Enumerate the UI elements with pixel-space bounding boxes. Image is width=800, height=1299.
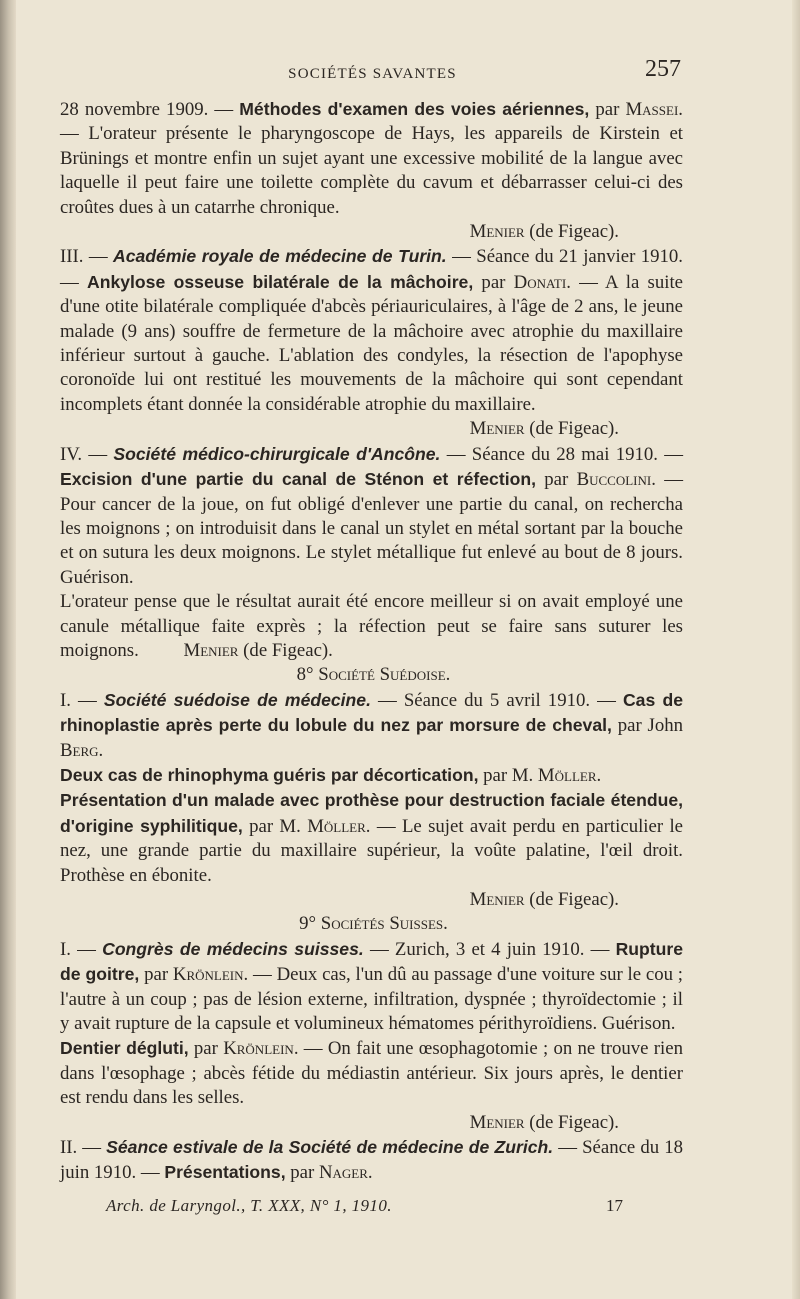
abstract-title: Dentier dégluti, [60, 1038, 189, 1059]
abstract-by: par [139, 964, 173, 986]
abstract-title: Deux cas de rhinophyma guéris par décortication, [60, 764, 479, 785]
signature-place: (de Figeac). [524, 418, 619, 440]
abstract-text: . — Le sujet avait perdu en particulier le nez, une grande partie du maxillaire supérieur, la voûte palatine, l'œil droit. Prothèse en ébonite. [60, 815, 684, 886]
signature-name: Menier [469, 221, 525, 243]
section-heading-8 [60, 663, 683, 687]
section-number: I. — [60, 938, 103, 960]
abstract-moller-1 [60, 763, 683, 788]
running-title: SOCIÉTÉS SAVANTES [288, 66, 457, 82]
abstract-text: . — L'orateur présente le pharyngoscope de Hays, les appareils de Kirstein et Brünings et montre enfin un sujet ayant une excessive mobilité de la langue avec laquelle il peut faire une toilette complète du cavum et débarrasser celui-ci des croûtes dues à un catarrhe chronique. [60, 99, 683, 218]
abstract-nager [60, 1135, 683, 1186]
abstract-berg [60, 688, 683, 763]
section-number: I. — [60, 689, 104, 711]
section-number: III. — [60, 246, 114, 268]
abstract-end: . [367, 1162, 373, 1184]
signature [60, 1111, 683, 1135]
abstract-by: par [473, 271, 514, 293]
abstract-masseii [60, 97, 683, 220]
abstract-author: Nager [318, 1162, 368, 1184]
abstract-author: Buccolini [576, 469, 652, 491]
abstract-buccolini [60, 442, 683, 590]
abstract-title: Rupture de goitre, [60, 938, 684, 985]
abstract-author: Massei [625, 99, 679, 120]
abstract-donati [60, 244, 683, 417]
abstract-date: 28 novembre 1909. — [60, 99, 240, 120]
abstract-end: . [596, 764, 602, 786]
abstract-text: . — On fait une œsophagotomie ; on ne trouve rien dans l'œsophage ; abcès fétide du médiastin antérieur. Six jours après, le dentier est rendu dans les selles. [60, 1038, 683, 1109]
section-heading-9 [60, 912, 683, 936]
heading-label: Société Suédoise. [318, 664, 451, 686]
abstract-by: par [285, 1162, 319, 1184]
page-body [60, 97, 683, 1186]
signature-place: (de Figeac). [238, 639, 333, 661]
section-number: II. — [60, 1137, 107, 1159]
abstract-end: . [98, 739, 104, 761]
abstract-author: Möller [537, 764, 597, 786]
abstract-author: Krönlein [223, 1038, 294, 1060]
heading-number: 9° [299, 913, 321, 935]
society-name: Société médico-chirurgicale d'Ancône. [113, 443, 441, 464]
abstract-title: Présentations, [164, 1162, 286, 1183]
abstract-comment [60, 590, 683, 663]
abstract-date: — Séance du 28 mai 1910. — [440, 443, 684, 465]
abstract-title: Cas de rhinoplastie après perte du lobule du nez par morsure de cheval, [60, 689, 683, 736]
abstract-author: Donati [513, 271, 567, 293]
abstract-title: Ankylose osseuse bilatérale de la mâchoire, [87, 271, 474, 292]
abstract-author: Möller [307, 815, 366, 837]
signature-place: (de Figeac). [524, 889, 619, 910]
abstract-kronlein-2 [60, 1036, 683, 1110]
abstract-text: . — A la suite d'une otite bilatérale compliquée d'abcès périauriculaires, à l'âge de 2 ans, le jeune malade (9 ans) souffre de fermeture de la mâchoire avec atrophie du maxillaire inférieur surtout à gauche. L'ablation des condyles, la résection de l'apophyse coronoïde lui ont restitué les mouvements de la mâchoire qui sont cependant incomplets étant donnée la considérable atrophie du maxillaire. [60, 271, 684, 415]
heading-label: Sociétés Suisses. [320, 913, 448, 935]
abstract-by: par [188, 1038, 224, 1060]
signature-name: Menier [469, 889, 525, 910]
page-header [60, 48, 685, 88]
signature-place: (de Figeac). [524, 1111, 619, 1133]
abstract-date: — Séance du 5 avril 1910. — [370, 689, 623, 711]
abstract-by: par M. [478, 764, 538, 786]
abstract-date: — Séance du 21 janvier 1910. — [60, 246, 683, 293]
society-name: Séance estivale de la Société de médecine de Zurich. [106, 1137, 554, 1158]
signature [60, 888, 683, 912]
page-number: 257 [645, 56, 681, 82]
page-binding-edge [0, 0, 16, 1299]
section-number: IV. — [60, 443, 114, 465]
abstract-title: Excision d'une partie du canal de Sténon et réfection, [60, 469, 536, 490]
journal-citation: Arch. de Laryngol., T. XXX, N° 1, 1910. [106, 1196, 392, 1215]
abstract-by: par [535, 469, 577, 491]
society-name: Société suédoise de médecine. [103, 689, 371, 710]
abstract-by: par M. [242, 815, 308, 837]
abstract-date: — Zurich, 3 et 4 juin 1910. — [363, 938, 616, 960]
abstract-author: Krönlein [172, 964, 244, 986]
abstract-author: Berg [60, 739, 99, 761]
signature-name: Menier [183, 639, 239, 661]
abstract-kronlein-1 [60, 937, 683, 1037]
comment-text: L'orateur pense que le résultat aurait été encore meilleur si on avait employé une canule métallique faite exprès ; la réfection peut se faire sans suturer les moignons. [60, 591, 683, 661]
abstract-moller-2 [60, 788, 683, 888]
society-name: Académie royale de médecine de Turin. [113, 246, 447, 267]
signature-name: Menier [469, 1111, 525, 1133]
signature [60, 417, 683, 441]
abstract-title: Méthodes d'examen des voies aériennes, [239, 99, 590, 119]
abstract-by: par [589, 99, 626, 120]
abstract-by: par John [611, 715, 684, 737]
heading-number: 8° [296, 664, 319, 686]
signature [60, 220, 683, 244]
page-footer [60, 1196, 685, 1222]
abstract-date: — Séance du 18 juin 1910. — [60, 1137, 683, 1184]
page-right-edge [792, 0, 800, 1299]
abstract-text: . — Deux cas, l'un dû au passage d'une voiture sur le cou ; l'autre à un coup ; pas de lésion externe, infiltration, dyspnée ; thyroïdectomie ; il y avait rupture de la capsule et volumineux hématomes périthyroïdiens. Guérison. [60, 964, 684, 1035]
signature-name: Menier [469, 418, 525, 440]
abstract-text: . — Pour cancer de la joue, on fut obligé d'enlever une partie du canal, on rechercha les moignons ; on introduisit dans le canal un stylet en métal sortant par la bouche et on sutura les deux moignons. Le stylet métallique fut enlevé au bout de 8 jours. Guérison. [60, 469, 684, 588]
society-name: Congrès de médecins suisses. [102, 938, 364, 959]
signature-place: (de Figeac). [524, 221, 619, 243]
abstract-title: Présentation d'un malade avec prothèse pour destruction faciale étendue, d'origine syphilitique, [60, 790, 683, 836]
printer-signature-mark: 17 [606, 1196, 623, 1215]
